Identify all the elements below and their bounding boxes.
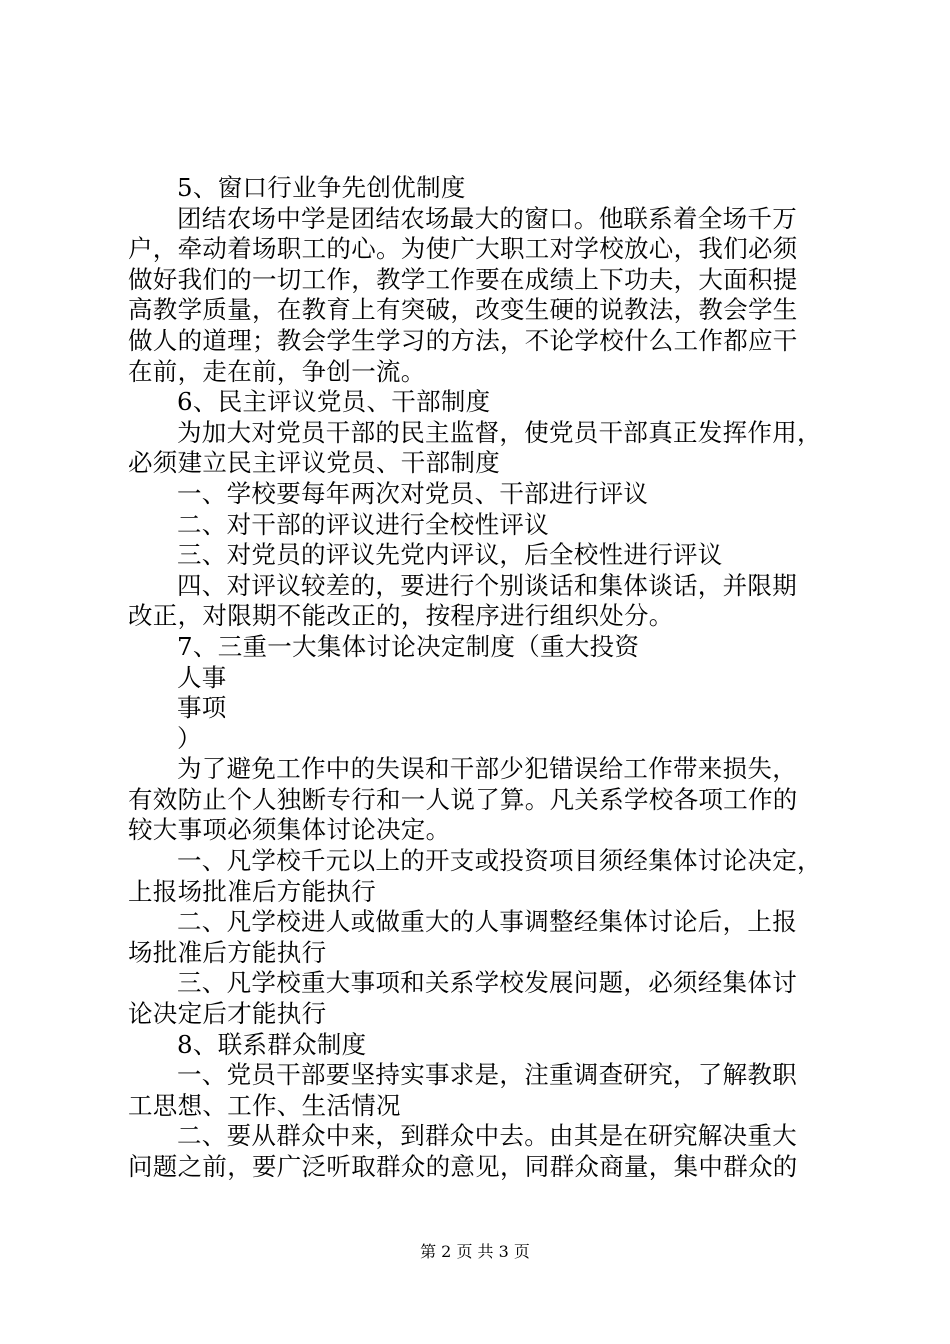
text-line: 6、民主评议党员、干部制度 — [177, 387, 491, 417]
text-line: 8、联系群众制度 — [177, 1029, 367, 1059]
text-line: 三、对党员的评议先党内评议，后全校性进行评议 — [177, 540, 723, 570]
text-line: 户，牵动着场职工的心。为使广大职工对学校放心，我们必须 — [128, 234, 798, 264]
text-line: 7、三重一大集体讨论决定制度（重大投资 — [177, 631, 640, 661]
text-line: 有效防止个人独断专行和一人说了算。凡关系学校各项工作的 — [128, 784, 798, 814]
text-line: 5、窗口行业争先创优制度 — [177, 173, 466, 202]
page-footer: 第 2 页 共 3 页 — [420, 1242, 530, 1261]
text-line: 二、对干部的评议进行全校性评议 — [177, 509, 549, 539]
text-line: 场批准后方能执行 — [128, 937, 327, 967]
text-line: 做好我们的一切工作，教学工作要在成绩上下功夫，大面积提 — [128, 264, 798, 294]
text-line: 三、凡学校重大事项和关系学校发展问题，必须经集体讨 — [177, 968, 797, 998]
text-line: 二、凡学校进人或做重大的人事调整经集体讨论后，上报 — [177, 907, 797, 937]
text-line: 人事 — [177, 662, 227, 692]
text-line: 上报场批准后方能执行 — [128, 876, 376, 906]
text-line: 问题之前，要广泛听取群众的意见，同群众商量，集中群众的 — [128, 1152, 798, 1181]
text-line: 二、要从群众中来，到群众中去。由其是在研究解决重大 — [177, 1121, 797, 1151]
text-line: 事项 — [177, 693, 227, 723]
text-line: 在前，走在前，争创一流。 — [128, 356, 426, 386]
text-line: 较大事项必须集体讨论决定。 — [128, 815, 451, 845]
text-line: 论决定后才能执行 — [128, 999, 327, 1029]
text-line: 为了避免工作中的失误和干部少犯错误给工作带来损失， — [177, 754, 797, 784]
text-line: 团结农场中学是团结农场最大的窗口。他联系着全场千万 — [177, 203, 797, 233]
text-line: 工思想、工作、生活情况 — [128, 1090, 401, 1120]
text-line: ） — [177, 723, 202, 753]
text-line: 为加大对党员干部的民主监督，使党员干部真正发挥作用， — [177, 417, 822, 447]
text-line: 必须建立民主评议党员、干部制度 — [128, 448, 500, 478]
text-line: 四、对评议较差的，要进行个别谈话和集体谈话，并限期 — [177, 570, 797, 600]
document-body — [128, 173, 833, 1183]
text-line: 一、党员干部要坚持实事求是，注重调查研究，了解教职 — [177, 1060, 797, 1090]
text-line: 高教学质量，在教育上有突破，改变生硬的说教法，教会学生 — [128, 295, 798, 325]
text-line: 做人的道理；教会学生学习的方法，不论学校什么工作都应干 — [128, 325, 798, 355]
text-line: 改正，对限期不能改正的，按程序进行组织处分。 — [128, 601, 674, 631]
text-line: 一、凡学校千元以上的开支或投资项目须经集体讨论决定， — [177, 846, 822, 876]
text-line: 一、学校要每年两次对党员、干部进行评议 — [177, 478, 649, 508]
